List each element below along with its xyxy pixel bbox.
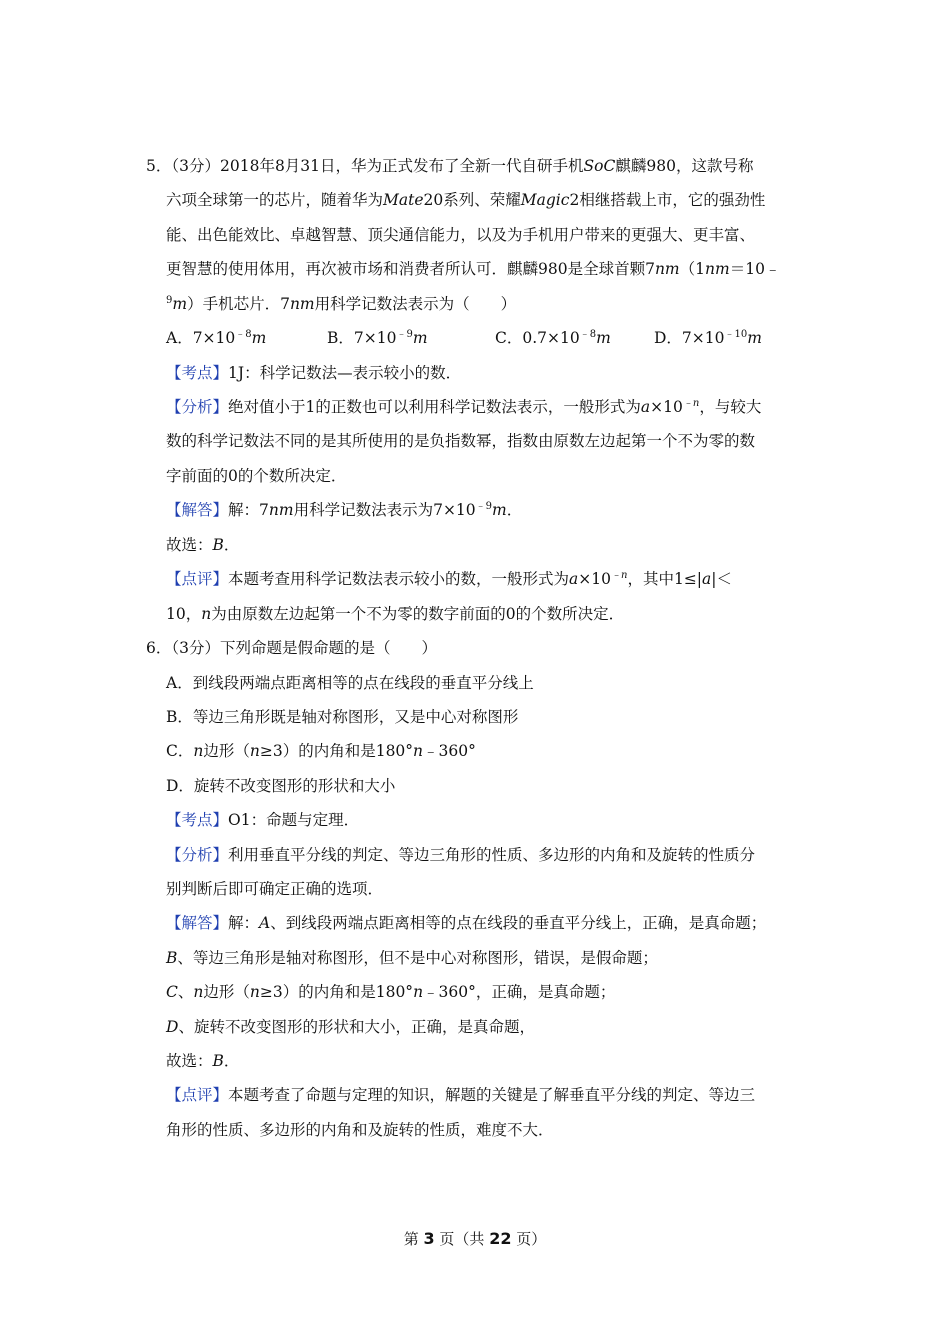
dianping-tag: 【点评】 [166, 570, 229, 588]
jieda-tag: 【解答】 [166, 914, 229, 932]
q5-fenxi-line-3: 字前面的0的个数所决定． [166, 467, 347, 485]
q5-line-4: 更智慧的使用体用，再次被市场和消费者所认可．麒麟980是全球首颗7nm（1nm＝10﹣ [166, 260, 781, 278]
q6-option-a: A．到线段两端点距离相等的点在线段的垂直平分线上 [166, 674, 534, 692]
q5-guxuan: 故选：B． [166, 536, 240, 554]
q5-fenxi-line-1: 【分析】绝对值小于1的正数也可以利用科学记数法表示，一般形式为$a\times 10^{﹣n}$，与较大 [166, 398, 762, 416]
q5-fenxi-line-2: 数的科学记数法不同的是其所使用的是负指数幂，指数由原数左边起第一个不为零的数 [166, 432, 756, 450]
q6-stem: 6．（3分）下列命题是假命题的是（ ） [146, 639, 438, 657]
q5-option-a: A．$7\times 10^{﹣8}m$ [166, 329, 267, 347]
q6-option-b: B．等边三角形既是轴对称图形，又是中心对称图形 [166, 708, 519, 726]
q6-jieda-line-2: B、等边三角形是轴对称图形，但不是中心对称图形，错误，是假命题； [166, 949, 658, 967]
fenxi-tag: 【分析】 [166, 846, 229, 864]
q6-option-d: D．旋转不改变图形的形状和大小 [166, 777, 396, 795]
q6-jieda-line-4: D、旋转不改变图形的形状和大小，正确，是真命题， [166, 1018, 535, 1036]
q5-kaodian: 【考点】1J：科学记数法—表示较小的数． [166, 364, 462, 382]
total-pages: 22 [489, 1229, 512, 1248]
q6-dianping-line-2: 角形的性质、多边形的内角和及旋转的性质，难度不大． [166, 1121, 554, 1139]
page-footer: 第 3 页（共 22 页） [403, 1229, 547, 1248]
q6-kaodian: 【考点】O1：命题与定理． [166, 811, 360, 829]
kaodian-tag: 【考点】 [166, 811, 229, 829]
q6-option-c: C．n边形（n≥3）的内角和是180°n﹣360° [166, 742, 476, 760]
q6-jieda-line-1: 【解答】解：A、到线段两端点距离相等的点在线段的垂直平分线上，正确，是真命题； [166, 914, 767, 932]
q5-option-c: C．$0.7\times 10^{﹣8}m$ [495, 329, 611, 347]
kaodian-tag: 【考点】 [166, 364, 229, 382]
q6-jieda-line-3: C、n边形（n≥3）的内角和是180°n﹣360°，正确，是真命题； [166, 983, 616, 1001]
q5-dianping-line-2: 10，n为由原数左边起第一个不为零的数字前面的0的个数所决定． [166, 605, 625, 623]
page-number: 3 [423, 1229, 435, 1248]
q6-dianping-line-1: 【点评】本题考查了命题与定理的知识，解题的关键是了解垂直平分线的判定、等边三 [166, 1086, 756, 1104]
q5-line-5: $^9$m）手机芯片．7nm用科学记数法表示为（ ） [166, 295, 517, 313]
dianping-tag: 【点评】 [166, 1086, 229, 1104]
q5-option-b: B．$7\times 10^{﹣9}m$ [327, 329, 428, 347]
q6-guxuan: 故选：B． [166, 1052, 240, 1070]
q5-line-2: 六项全球第一的芯片，随着华为Mate20系列、荣耀Magic2相继搭载上市，它的强劲性 [166, 191, 766, 209]
q5-dianping-line-1: 【点评】本题考查用科学记数法表示较小的数，一般形式为$a\times 10^{﹣n}$，其中1≤|a|＜ [166, 570, 733, 588]
q5-option-d: D．$7\times 10^{﹣10}m$ [654, 329, 762, 347]
q5-jieda: 【解答】解：7nm用科学记数法表示为$7\times 10^{﹣9}m$． [166, 501, 523, 519]
q5-line-3: 能、出色能效比、卓越智慧、顶尖通信能力，以及为手机用户带来的更强大、更丰富、 [166, 226, 756, 244]
q5-line-1: 5．（3分）2018年8月31日，华为正式发布了全新一代自研手机SoC麒麟980，这款号称 [146, 157, 754, 175]
q6-fenxi-line-2: 别判断后即可确定正确的选项． [166, 880, 384, 898]
q6-fenxi-line-1: 【分析】利用垂直平分线的判定、等边三角形的性质、多边形的内角和及旋转的性质分 [166, 846, 756, 864]
fenxi-tag: 【分析】 [166, 398, 229, 416]
jieda-tag: 【解答】 [166, 501, 229, 519]
